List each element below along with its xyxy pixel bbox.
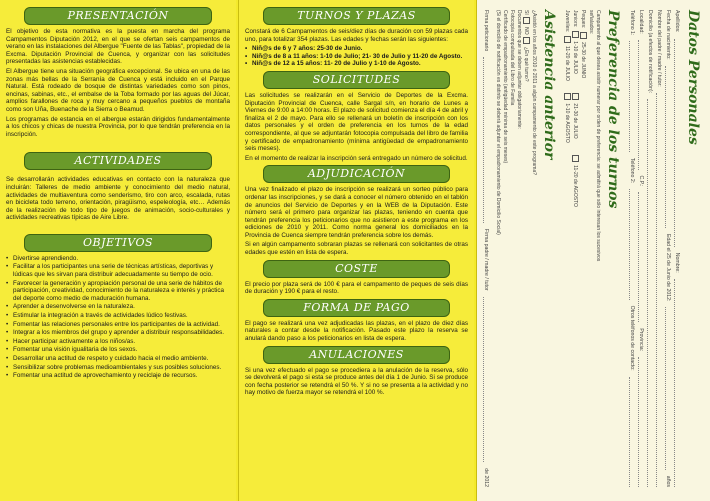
presentacion-p2: El Albergue tiene una situación geográfica excepcional. Se ubica en una de las zonas más bellas de la Serranía de Cuenca y está incluido en el Parque Natural. Está rodeado de bosque de distintas variedades como son pinos, encinas, sabinas, etc., el embalse de la Toba formado por las aguas del Júcar, amplios farallones de roca y muy cercano a pequeños pueblos de montaña como son Uña, Buenache de la Sierra o Beamud. xyxy=(6,67,230,113)
label-padre: Nombre del padre / madre / tutor: xyxy=(656,10,662,87)
objetivo-item: • Integrar a los miembros del grupo y aprender a distribuir responsabilidades. xyxy=(6,329,230,337)
field-telefono2[interactable] xyxy=(629,189,636,299)
form-title-preferencia: Preferencia de los turnos xyxy=(605,10,621,209)
objetivo-item: • Aprender a desenvolverse en la naturaleza. xyxy=(6,303,230,311)
form-title-datos: Datos Personales xyxy=(685,10,701,145)
section-title-anulaciones: ANULACIONES xyxy=(263,346,450,364)
field-edad[interactable] xyxy=(665,307,672,469)
preferencia-label: señalados: xyxy=(588,10,594,35)
section-title-coste: COSTE xyxy=(263,260,450,278)
objetivo-item: • Desarrollar una actitud de respeto y cuidado hacia el medio ambiente. xyxy=(6,355,230,363)
adjudicacion-p2: Si en algún campamento sobraran plazas se rellenará con solicitantes de otras edades que estén en lista de espera. xyxy=(245,241,468,257)
turno-item: • Niñ@s de 6 y 7 años: 25-30 de Junio. xyxy=(245,45,468,53)
field-firma-tutor[interactable] xyxy=(483,297,490,463)
doc-domicilio: (Si el domicilio de notificación es distinto se deberá adjuntar el empadronamiento de Domicilio Social) xyxy=(495,10,502,235)
objetivo-item: • Sensibilizar sobre problemas medioambientales y sus posibles soluciones. xyxy=(6,364,230,372)
objetivo-item: • Hacer participar activamente a los niños/as. xyxy=(6,338,230,346)
section-title-presentacion: PRESENTACIÓN xyxy=(24,7,212,25)
field-cp[interactable] xyxy=(638,192,645,322)
section-title-forma-pago: FORMA DE PAGO xyxy=(263,299,450,317)
checkbox-juveniles-2[interactable] xyxy=(564,93,571,100)
label-otros-telefonos: Otros teléfonos de contacto: xyxy=(629,305,635,371)
checkbox-juveniles-1[interactable] xyxy=(564,36,571,43)
checkbox-si[interactable] xyxy=(523,17,530,24)
checkbox-peques[interactable] xyxy=(580,32,587,39)
checkbox-no[interactable] xyxy=(523,37,530,44)
objetivos-list xyxy=(6,255,230,380)
label-cp: C.P.: xyxy=(638,175,644,187)
label-apellidos: Apellidos: xyxy=(674,10,680,33)
label-nombre: Nombre: xyxy=(674,252,680,273)
anulaciones-p1: Si una vez efectuado el pago se procediera a la anulación de la reserva, sólo se devolverá el pago si esta se produce antes del día 1 de Junio. Si se produce con fecha posterior se retendrá el 50 %. Y si no se presenta a la actividad y no hay motivo de fuerza mayor se retendrá el 100 %. xyxy=(245,366,468,397)
turno-juniors-1: 1-10 de JULIO xyxy=(572,41,578,74)
section-title-actividades: ACTIVIDADES xyxy=(24,152,212,170)
turno-item: • Niñ@s de 8 a 11 años: 1-10 de Julio; 21- 30 de Julio y 11-20 de Agosto. xyxy=(245,53,468,61)
label-si: SI xyxy=(523,10,530,15)
solicitudes-p1: Las solicitudes se realizarán en el Servicio de Deportes de la Excma. Diputación Provincial de Cuenca, calle Sargal s/n, en horario de Lunes a Viernes de 9:00 a 14:00 horas. El plazo de solicitud comienza el día 4 de abril y finaliza el 2 de mayo. Para ello se rellenará un boletín de inscripción con los datos personales y el orden de preferencia en los turnos de la edad correspondiente, al que se adjuntarán fotocopia compulsada del libro de familia y certificado de empadronamiento (mínima antigüedad de empadronamiento seis meses). xyxy=(245,91,468,153)
label-localidad: Localidad: xyxy=(638,10,644,34)
field-domicilio[interactable] xyxy=(647,99,654,487)
label-fecha-nacimiento: Fecha de nacimiento: xyxy=(665,10,671,60)
field-otros-telefonos[interactable] xyxy=(629,377,636,487)
left-panel xyxy=(0,0,236,501)
turnos-p1: Constará de 6 Campamentos de seis/diez días de duración con 59 plazas cada uno, para totalizar 354 plazas. Las edades y fechas serán las siguientes: xyxy=(245,28,468,43)
preferencia-note: Campamento al que desea asistir numerar por orden de preferencia: se admitirá que sólo interesan los sucesivos xyxy=(595,10,601,262)
documentos-title: Documentos que se deben adjuntar obligatoriamente: xyxy=(516,10,523,129)
section-title-adjudicacion: ADJUDICACIÓN xyxy=(263,165,450,183)
label-no: NO xyxy=(523,27,530,35)
field-fecha-nacimiento[interactable] xyxy=(665,66,672,228)
adjudicacion-p1: Una vez finalizado el plazo de inscripción se realizará un sorteo público para ordenar las inscripciones, y se dará a conocer el número obtenido en el tablón de anuncios del Servicio de Deportes y en la WEB de la Diputación. Este número será el primero para organizar las plazas, teniendo en cuenta que tendrán preferencia los peticionarios que no asistieron a este programa en los ediciones de 2010 y 2011. Como norma general los domiciliados en la Provincia de Cuenca siempre tendrán preferencia sobre los demás. xyxy=(245,186,468,239)
objetivo-item: • Favorecer la generación y apropiación personal de una serie de hábitos de participación, creatividad, conocimiento de la naturaleza e interés y práctica del deporte como medio de maduración humana. xyxy=(6,280,230,303)
label-que-turno: ¿En qué turno? xyxy=(523,47,530,82)
label-telefono2: Teléfono 2: xyxy=(629,157,635,184)
section-title-solicitudes: SOLICITUDES xyxy=(263,71,450,89)
field-provincia[interactable] xyxy=(638,357,645,487)
section-title-turnos: TURNOS Y PLAZAS xyxy=(263,7,450,25)
field-apellidos[interactable] xyxy=(674,39,681,247)
coste-p1: El precio por plaza será de 100 € para el campamento de peques de seis días de duración y 190 € para el resto. xyxy=(245,280,468,296)
presentacion-p3: Los programas de estancia en el albergue estarán dirigidos fundamentalmente a los chicos y chicas de nuestra Provincia, por lo que tendrán preferencia en la inscripción. xyxy=(6,115,230,138)
field-localidad[interactable] xyxy=(638,40,645,170)
form-title-asistencia: Asistencia anterior xyxy=(541,10,557,160)
label-firma-peticionario: Firma peticionario xyxy=(483,10,490,52)
label-anos: años xyxy=(665,475,671,488)
label-firma-tutor: Firma padre / madre / tutor xyxy=(483,228,490,291)
objetivo-item: • Fomentar las relaciones personales entre los participantes de la actividad. xyxy=(6,321,230,329)
label-fecha-fin: de 2012 xyxy=(483,468,490,488)
turno-juniors-2: 21-30 de JULIO xyxy=(572,103,578,139)
doc-empadronamiento: Certificado de empadronamiento (antigüedad mínima de seis meses) xyxy=(502,10,509,164)
registration-form xyxy=(477,0,710,501)
objetivo-item: • Fomentar una visión igualitaria de los sexos. xyxy=(6,346,230,354)
turno-item: • Niñ@s de 12 a 15 años: 11- 20 de Julio y 1-10 de Agosto. xyxy=(245,60,468,68)
turnos-list xyxy=(245,45,468,68)
field-telefono1[interactable] xyxy=(629,41,636,151)
middle-panel xyxy=(238,0,474,501)
label-provincia: Provincia: xyxy=(638,328,644,352)
checkbox-juniors-3[interactable] xyxy=(572,155,579,162)
turno-juveniles-2: 1-10 de AGOSTO xyxy=(564,103,570,143)
label-domicilio: Domicilio (a efectos de notificación): xyxy=(647,10,653,94)
objetivo-item: • Estimular la integración a través de actividades lúdico festivas. xyxy=(6,312,230,320)
section-title-objetivos: OBJETIVOS xyxy=(24,234,212,252)
turno-peques: 25-30 de JUNIO xyxy=(580,42,586,79)
label-juveniles: Juveniles: xyxy=(564,10,570,33)
forma-pago-p1: El pago se realizará una vez adjudicadas las plazas, en el plazo de diez días naturales a contar desde la notificación. Pasado este plazo la reserva se anulará dando paso a los peticionarios en lista de espera. xyxy=(245,319,468,343)
objetivo-item: • Fomentar una actitud de aprovechamiento y reciclaje de recursos. xyxy=(6,372,230,380)
turno-juveniles-1: 11-20 de JULIO xyxy=(564,46,570,81)
checkbox-juniors-2[interactable] xyxy=(572,93,579,100)
presentacion-p1: El objetivo de esta normativa es la puesta en marcha del programa Campamentos Diputación 2012, en el que se ofertan seis campamentos de verano en las instalaciones del Albergue "Fuente de las Tablas", propiedad de la Excma. Diputación Provincial de Cuenca, y organizar con las solicitudes presentadas las asistencias establecidas. xyxy=(6,28,230,66)
label-peques: Peques: xyxy=(580,10,586,29)
solicitudes-p2: En el momento de realizar la inscripción será entregado un número de solicitud. xyxy=(245,154,468,162)
turno-juniors-3: 11-20 de AGOSTO xyxy=(572,165,578,207)
field-firma-peticionario[interactable] xyxy=(483,57,490,223)
label-telefono1: Teléfono 1: xyxy=(629,10,635,36)
label-juniors: Juniors: xyxy=(572,10,578,28)
objetivo-item: • Divertirse aprendiendo. xyxy=(6,255,230,263)
registration-form-panel xyxy=(476,0,710,501)
objetivo-item: • Facilitar a los participantes una serie de técnicas artísticas, deportivas y lúdicas que les sirvan para distribuir adecuadamente su tiempo de ocio. xyxy=(6,263,230,278)
asistencia-question: ¿Asistió en los años 2010 ó 2011 a algún campamento de este programa? xyxy=(531,10,537,176)
actividades-p1: Se desarrollarán actividades educativas en contacto con la naturaleza que incluirán: Talleres de medio ambiente y conocimiento del medio natural, actividades de multiaventura como senderismo, tiro con arco, escalada, rutas en bicicleta todo terreno, orientación, piragüismo, espeleología, etc… Además de la realización de todo tipo de juegos de animación, socio-culturales y actividades recreativas típicas de Aire Libre. xyxy=(6,176,230,222)
field-padre[interactable] xyxy=(656,93,663,487)
doc-libro-familia: Fotocopia compulsada del Libro de Familia xyxy=(509,10,516,106)
checkbox-juniors-1[interactable] xyxy=(572,31,579,38)
field-nombre[interactable] xyxy=(674,279,681,487)
label-edad: Edad el 25 de Junio de 2012: xyxy=(665,233,671,302)
